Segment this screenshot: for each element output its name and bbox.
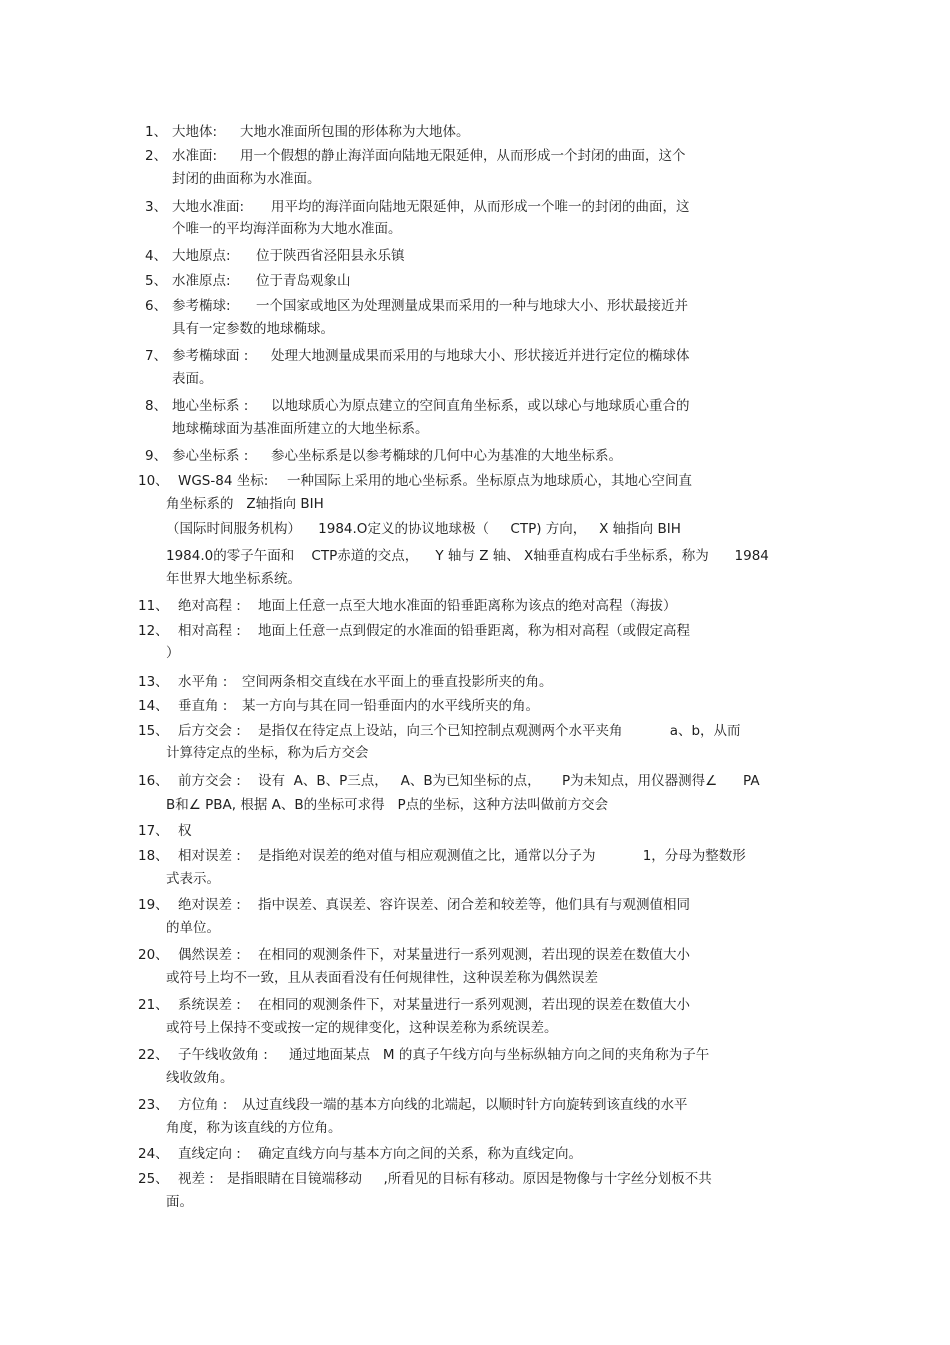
item-number: 24、 [138, 1146, 169, 1162]
item-number: 13、 [138, 674, 169, 690]
item-definition-line: 或符号上均不一致，且从表面看没有任何规律性，这种误差称为偶然误差 [166, 970, 598, 986]
item-number: 1、 [145, 124, 168, 140]
item-definition-line: B和∠ PBA, 根据 A、B的坐标可求得 P点的坐标，这种方法叫做前方交会 [166, 797, 609, 813]
item-definition-line: 从过直线段一端的基本方向线的北端起，以顺时针方向旋转到该直线的水平 [242, 1097, 688, 1113]
item-definition-line: 是指眼睛在目镜端移动 ,所看见的目标有移动。原因是物像与十字丝分划板不共 [227, 1171, 712, 1187]
item-number: 6、 [145, 298, 168, 314]
item-term: 水准原点: [172, 273, 231, 289]
item-term: 垂直角 : [178, 698, 228, 714]
item-definition-line: 地面上任意一点到假定的水准面的铅垂距离，称为相对高程（或假定高程 [258, 623, 690, 639]
item-definition-line: 用平均的海洋面向陆地无限延伸，从而形成一个唯一的封闭的曲面，这 [271, 199, 690, 215]
item-definition-line: 1984.0的零子午面和 CTP赤道的交点， Y 轴与 Z 轴、 X轴垂直构成右手坐标系，称为 1984 [166, 548, 769, 564]
item-term: 相对高程 : [178, 623, 241, 639]
item-definition-line: 或符号上保持不变或按一定的规律变化，这种误差称为系统误差。 [166, 1020, 558, 1036]
item-term: 直线定向 : [178, 1146, 241, 1162]
item-term: 权 [178, 823, 192, 839]
item-term: 大地体: [172, 124, 218, 140]
item-definition-line: 线收敛角。 [166, 1070, 234, 1086]
item-definition-line: 年世界大地坐标系统。 [166, 571, 301, 587]
item-definition-line: 指中误差、真误差、容许误差、闭合差和较差等，他们具有与观测值相同 [258, 897, 690, 913]
item-definition-line: 用一个假想的静止海洋面向陆地无限延伸，从而形成一个封闭的曲面，这个 [240, 148, 686, 164]
item-definition-line: 以地球质心为原点建立的空间直角坐标系，或以球心与地球质心重合的 [271, 398, 690, 414]
item-number: 22、 [138, 1047, 169, 1063]
item-definition-line: 是指绝对误差的绝对值与相应观测值之比，通常以分子为 1，分母为整数形 [258, 848, 746, 864]
item-definition-line: 空间两条相交直线在水平面上的垂直投影所夹的角。 [242, 674, 553, 690]
item-definition-line: 面。 [166, 1194, 193, 1210]
item-definition-line: 具有一定参数的地球椭球。 [172, 321, 334, 337]
item-definition-line: 通过地面某点 M 的真子午线方向与坐标纵轴方向之间的夹角称为子午 [289, 1047, 710, 1063]
item-number: 10、 [138, 473, 169, 489]
item-definition-line: 在相同的观测条件下，对某量进行一系列观测，若出现的误差在数值大小 [258, 997, 690, 1013]
item-term: 大地原点: [172, 248, 231, 264]
item-term: 参考椭球: [172, 298, 231, 314]
item-number: 4、 [145, 248, 168, 264]
item-term: 参考椭球面 : [172, 348, 249, 364]
item-number: 3、 [145, 199, 168, 215]
item-definition-line: 处理大地测量成果而采用的与地球大小、形状接近并进行定位的椭球体 [271, 348, 690, 364]
item-term: 子午线收敛角 : [178, 1047, 268, 1063]
item-term: 水平角 : [178, 674, 228, 690]
item-term: 系统误差 : [178, 997, 241, 1013]
item-number: 25、 [138, 1171, 169, 1187]
item-term: 地心坐标系 : [172, 398, 249, 414]
item-definition-line: 位于青岛观象山 [256, 273, 351, 289]
item-number: 17、 [138, 823, 169, 839]
item-number: 2、 [145, 148, 168, 164]
item-definition-line: 一种国际上采用的地心坐标系。坐标原点为地球质心，其地心空间直 [287, 473, 692, 489]
item-term: 视差 : [178, 1171, 214, 1187]
item-definition-line: 设有 A、B、P三点， A、B为已知坐标的点， P为未知点，用仪器测得∠ PA [258, 773, 760, 789]
item-definition-line: 位于陕西省泾阳县永乐镇 [256, 248, 405, 264]
item-term: 后方交会 : [178, 723, 241, 739]
item-definition-line: 一个国家或地区为处理测量成果而采用的一种与地球大小、形状最接近并 [256, 298, 688, 314]
item-definition-line: （国际时间服务机构） 1984.O定义的协议地球极（ CTP) 方向， X 轴指向 BIH [166, 521, 681, 537]
item-definition-line: 封闭的曲面称为水准面。 [172, 171, 321, 187]
item-number: 16、 [138, 773, 169, 789]
item-definition-line: 角坐标系的 Z轴指向 BIH [166, 496, 324, 512]
item-term: 大地水准面: [172, 199, 245, 215]
item-number: 12、 [138, 623, 169, 639]
item-definition-line: 某一方向与其在同一铅垂面内的水平线所夹的角。 [242, 698, 539, 714]
item-term: 绝对误差 : [178, 897, 241, 913]
item-definition-line: 地球椭球面为基准面所建立的大地坐标系。 [172, 421, 429, 437]
item-number: 7、 [145, 348, 168, 364]
item-term: WGS-84 坐标: [178, 473, 269, 489]
item-definition-line: 是指仅在待定点上设站，向三个已知控制点观测两个水平夹角 a、b，从而 [258, 723, 741, 739]
item-definition-line: 个唯一的平均海洋面称为大地水准面。 [172, 221, 402, 237]
item-number: 9、 [145, 448, 168, 464]
item-definition-line: 表面。 [172, 371, 213, 387]
item-term: 水准面: [172, 148, 218, 164]
item-number: 20、 [138, 947, 169, 963]
item-number: 14、 [138, 698, 169, 714]
item-term: 前方交会 : [178, 773, 241, 789]
item-definition-line: 地面上任意一点至大地水准面的铅垂距离称为该点的绝对高程（海拔） [258, 598, 677, 614]
item-definition-line: 确定直线方向与基本方向之间的关系，称为直线定向。 [258, 1146, 582, 1162]
item-definition-line: 的单位。 [166, 920, 220, 936]
item-definition-line: 式表示。 [166, 871, 220, 887]
item-term: 参心坐标系 : [172, 448, 249, 464]
item-definition-line: 计算待定点的坐标，称为后方交会 [166, 745, 369, 761]
item-definition-line: 参心坐标系是以参考椭球的几何中心为基准的大地坐标系。 [271, 448, 622, 464]
item-definition-line: 在相同的观测条件下，对某量进行一系列观测，若出现的误差在数值大小 [258, 947, 690, 963]
item-definition-line: ） [166, 645, 180, 661]
item-number: 8、 [145, 398, 168, 414]
item-number: 18、 [138, 848, 169, 864]
item-number: 15、 [138, 723, 169, 739]
item-term: 绝对高程 : [178, 598, 241, 614]
item-term: 方位角 : [178, 1097, 228, 1113]
item-term: 相对误差 : [178, 848, 241, 864]
item-number: 19、 [138, 897, 169, 913]
item-number: 11、 [138, 598, 169, 614]
item-term: 偶然误差 : [178, 947, 241, 963]
item-definition-line: 大地水准面所包围的形体称为大地体。 [240, 124, 470, 140]
item-definition-line: 角度，称为该直线的方位角。 [166, 1120, 342, 1136]
item-number: 21、 [138, 997, 169, 1013]
item-number: 23、 [138, 1097, 169, 1113]
item-number: 5、 [145, 273, 168, 289]
